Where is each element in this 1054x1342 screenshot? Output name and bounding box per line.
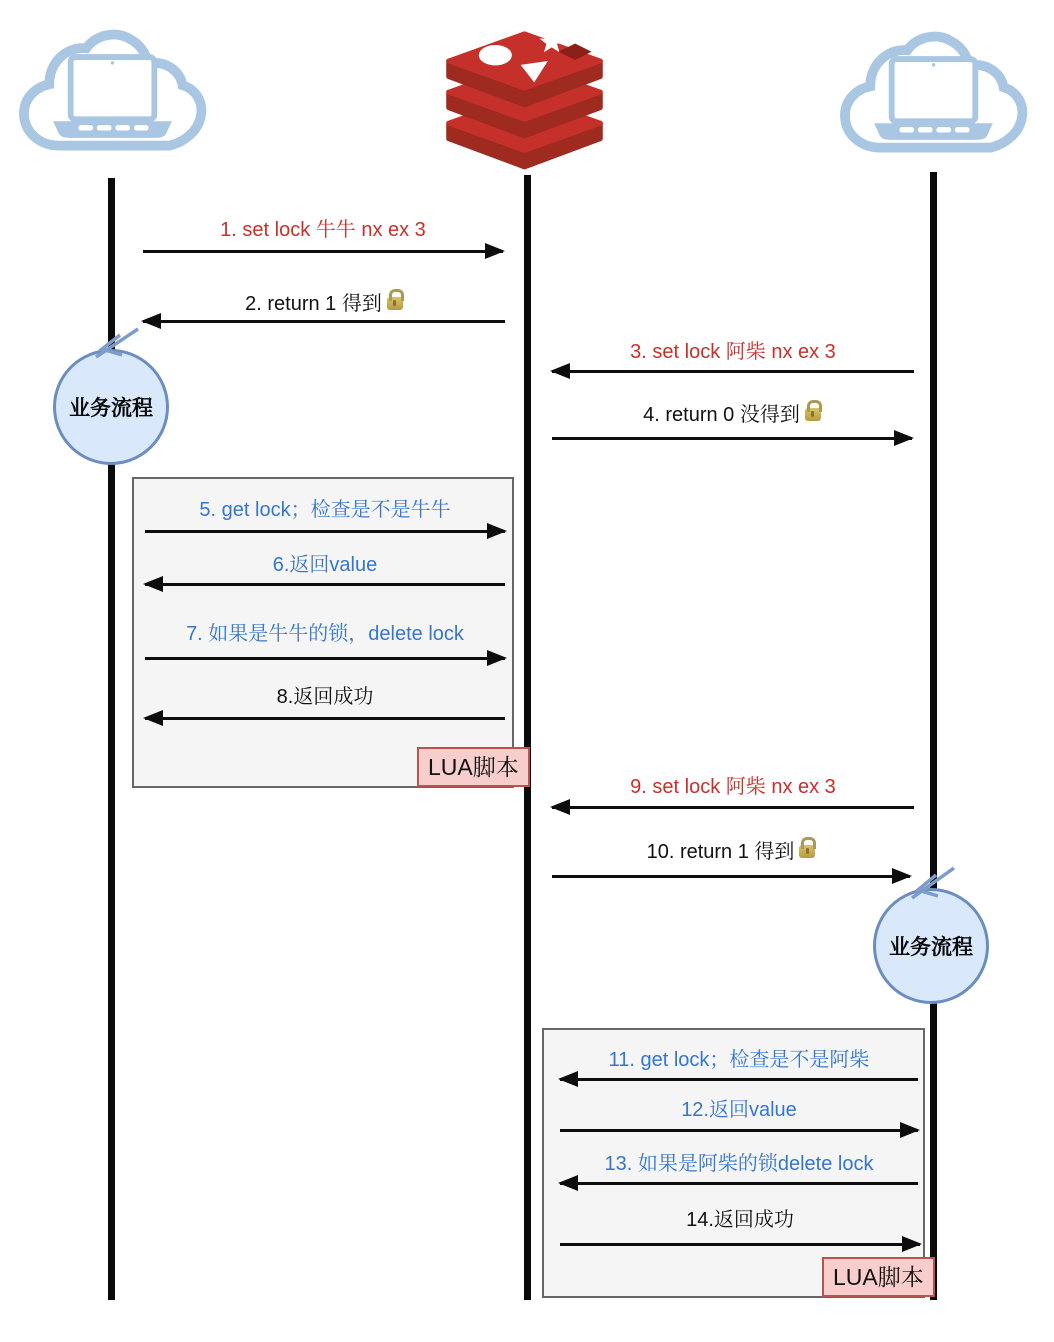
message-10 [552,839,910,865]
message-2 [143,291,505,317]
message-label: 5. get lock；检查是不是牛牛 [199,499,451,521]
message-label: 7. 如果是牛牛的锁，delete lock [186,623,464,645]
process-circle-label: 业务流程 [69,397,153,420]
lifeline-client-right [930,172,937,1300]
message-arrow [143,320,505,323]
redis-icon [437,18,612,174]
message-11 [560,1047,918,1073]
cloud-laptop-icon [10,22,215,168]
message-4 [552,402,912,428]
message-5 [145,497,505,523]
message-arrow [552,806,914,809]
message-label: 11. get lock；检查是不是阿柴 [608,1049,870,1071]
message-1 [143,217,503,243]
message-arrow [560,1243,920,1246]
message-arrow [552,875,910,878]
loop-arrow-icon [86,326,142,369]
lock-icon [799,845,815,858]
lua-script-label: LUA脚本 [822,1257,935,1297]
message-label: 1. set lock 牛牛 nx ex 3 [220,219,426,241]
message-arrow [145,583,505,586]
message-arrow [560,1129,918,1132]
lock-icon [387,297,403,310]
lua-script-label: LUA脚本 [417,747,530,787]
message-arrow [145,717,505,720]
message-arrow [145,530,505,533]
lock-icon [805,408,821,421]
message-label: 4. return 0 没得到 [552,402,912,428]
message-8 [145,684,505,710]
message-12 [560,1097,918,1123]
message-9 [552,774,914,800]
message-6 [145,552,505,578]
lifeline-redis [524,175,531,1300]
message-label: 8.返回成功 [276,686,374,708]
process-circle-label: 业务流程 [889,936,973,959]
message-arrow [552,437,912,440]
message-3 [552,339,914,365]
message-arrow [560,1078,918,1081]
message-arrow [560,1182,918,1185]
message-label: 3. set lock 阿柴 nx ex 3 [630,341,836,363]
message-label: 6.返回value [272,554,378,576]
message-arrow [143,250,503,253]
message-7 [145,621,505,647]
message-label: 14.返回成功 [686,1209,794,1231]
message-13 [560,1151,918,1177]
message-label: 10. return 1 得到 [552,839,910,865]
cloud-laptop-icon [831,24,1036,170]
message-label: 13. 如果是阿柴的锁delete lock [604,1153,874,1175]
message-arrow [552,370,914,373]
message-label: 9. set lock 阿柴 nx ex 3 [630,776,836,798]
message-label: 2. return 1 得到 [143,291,505,317]
message-14 [560,1207,920,1233]
message-label: 12.返回value [681,1099,797,1121]
message-arrow [145,657,505,660]
